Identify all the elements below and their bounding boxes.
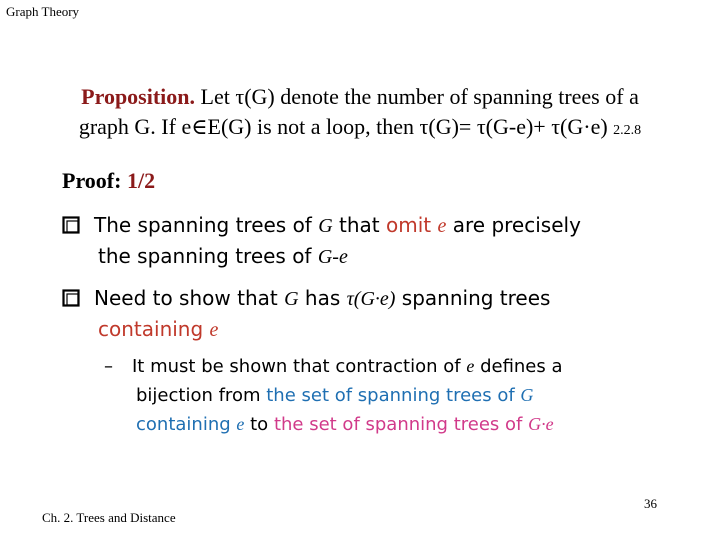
sub-text-1: It must be shown that contraction of xyxy=(132,356,461,377)
sub-blue-2: containing xyxy=(136,414,231,435)
bullet-omit-e xyxy=(62,210,682,272)
proposition-text-1: Let τ(G) denote the number of spanning trees of a xyxy=(200,84,639,109)
sub-math-e-2: e xyxy=(236,414,245,434)
bullet-1-line-2 xyxy=(62,241,682,272)
sub-text-2: defines a xyxy=(480,356,563,377)
sub-math-g: G xyxy=(520,385,534,405)
sub-text-4: to xyxy=(250,414,269,435)
dash-bullet: – xyxy=(104,356,113,377)
bullet-1-text-2: that xyxy=(339,213,380,237)
bullet-1-text-3: are precisely xyxy=(452,213,581,237)
bullet-1-math-g: G xyxy=(318,215,333,237)
proof-label: Proof: xyxy=(62,168,122,193)
sub-pink: the set of spanning trees of xyxy=(273,414,523,435)
square-bullet-icon xyxy=(62,216,80,234)
bullet-2-text-2: has xyxy=(304,286,341,310)
proposition-tag: 2.2.8 xyxy=(613,123,642,138)
proposition-text-2: graph G. If e∈E(G) is not a loop, then τ(G)= τ(G-e)+ τ(G·e) xyxy=(78,114,608,139)
sub-bullet-bijection xyxy=(104,352,664,439)
bullet-2-containing: containing xyxy=(98,317,204,341)
proposition xyxy=(0,82,720,146)
bullet-containing-e xyxy=(62,283,682,345)
bullet-2-math-tau: τ(G·e) xyxy=(346,288,396,310)
footer-chapter: Ch. 2. Trees and Distance xyxy=(42,510,176,525)
bullet-2-line-2 xyxy=(62,314,682,345)
square-bullet-icon xyxy=(62,289,80,307)
bullet-1-math-g-minus-e: G-e xyxy=(317,246,348,268)
proof-heading xyxy=(62,168,155,194)
header-label: Graph Theory xyxy=(6,4,80,19)
bullet-2-text-3: spanning trees xyxy=(401,286,551,310)
proof-part: 1/2 xyxy=(126,168,156,193)
proposition-title: Proposition. xyxy=(81,84,196,109)
page-number: 36 xyxy=(644,496,657,511)
sub-line-2 xyxy=(104,381,664,410)
sub-math-e: e xyxy=(466,356,475,376)
proposition-line-1 xyxy=(0,82,720,112)
bullet-1-text-1: The spanning trees of xyxy=(94,213,312,237)
bullet-1-math-e: e xyxy=(437,215,447,237)
bullet-1-text-4: the spanning trees of xyxy=(98,244,312,268)
sub-text-3: bijection from xyxy=(136,385,261,406)
sub-blue-1: the set of spanning trees of xyxy=(266,385,515,406)
bullet-2-math-e: e xyxy=(209,319,219,341)
bullet-2-text-1: Need to show that xyxy=(94,286,278,310)
bullet-1-omit: omit xyxy=(386,213,432,237)
sub-line-3 xyxy=(104,410,664,439)
sub-math-g-dot-e: G·e xyxy=(528,414,554,434)
bullet-2-math-g: G xyxy=(284,288,299,310)
proposition-line-2 xyxy=(0,112,720,146)
